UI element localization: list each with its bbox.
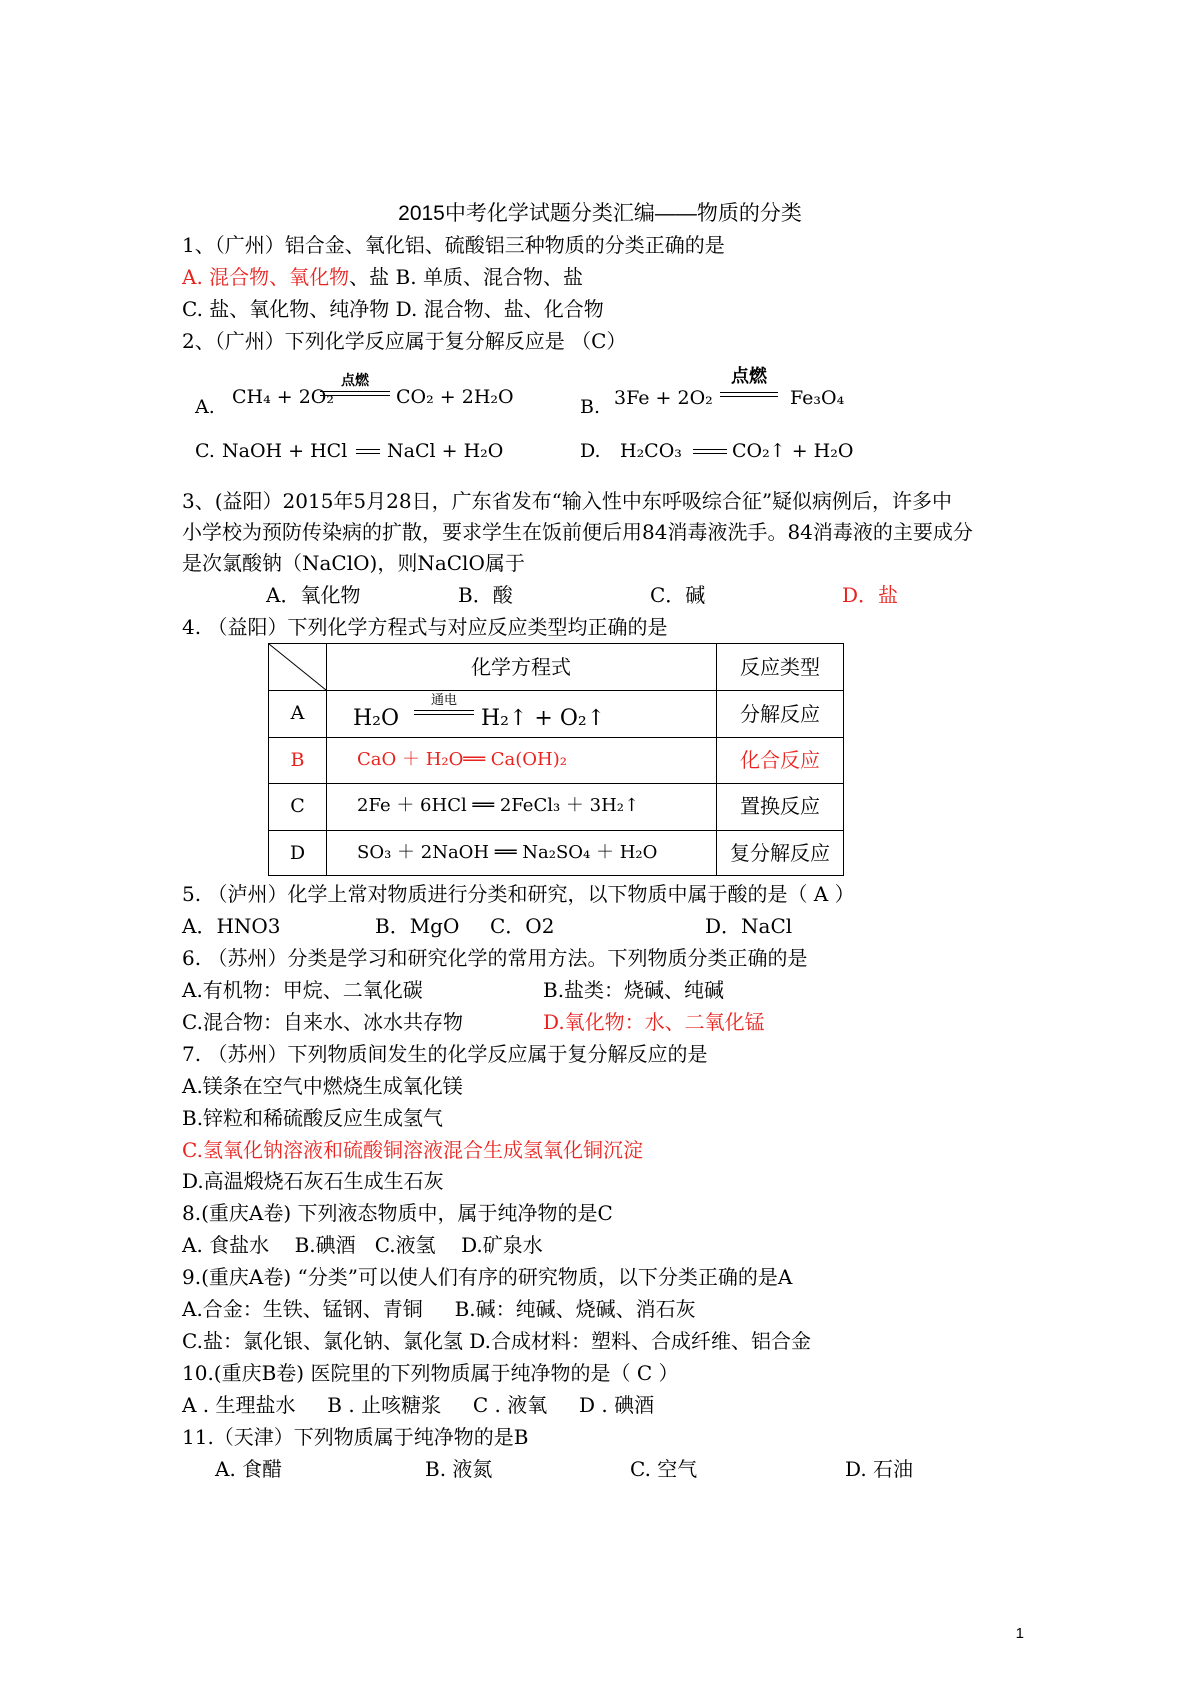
q6-option-b: B.盐类：烧碱、纯碱 bbox=[543, 978, 725, 1002]
q2-option-b-label: B. bbox=[580, 396, 601, 418]
q3-option-b: B．酸 bbox=[458, 583, 513, 607]
q2-option-a-label: A. bbox=[195, 396, 215, 418]
q9-stem: 9.(重庆A卷) “分类”可以使人们有序的研究物质，以下分类正确的是A bbox=[182, 1265, 793, 1289]
q4-table bbox=[268, 643, 844, 876]
q1-options-cd: C. 盐、氧化物、纯净物 D. 混合物、盐、化合物 bbox=[182, 297, 604, 321]
q3-line-2: 小学校为预防传染病的扩散，要求学生在饭前便后用84消毒液洗手。84消毒液的主要成分 bbox=[182, 520, 973, 544]
q7-option-c-answer: C.氢氧化钠溶液和硫酸铜溶液混合生成氢氧化铜沉淀 bbox=[182, 1138, 643, 1162]
q4-row-a-arrow bbox=[414, 710, 474, 715]
q3-option-c: C．碱 bbox=[650, 583, 706, 607]
q4-row-b-type: 化合反应 bbox=[740, 748, 820, 772]
q4-row-a-condition: 通电 bbox=[430, 693, 457, 708]
q1-stem: 1、（广州）铝合金、氧化铝、硫酸铝三种物质的分类正确的是 bbox=[182, 233, 725, 257]
q3-option-d-answer: D．盐 bbox=[842, 583, 899, 607]
q11-option-a: A. 食醋 bbox=[215, 1457, 283, 1481]
q6-stem: 6. （苏州）分类是学习和研究化学的常用方法。下列物质分类正确的是 bbox=[182, 946, 808, 970]
q2-option-c-label: C. bbox=[195, 440, 215, 462]
q9-options-cd: C.盐：氯化银、氯化钠、氯化氢 D.合成材料：塑料、合成纤维、铝合金 bbox=[182, 1329, 811, 1353]
q2-option-d-label: D. bbox=[580, 440, 601, 462]
q4-row-d-equation: SO₃ ＋ 2NaOH ══ Na₂SO₄ ＋ H₂O bbox=[357, 842, 658, 863]
q4-row-c-type: 置换反应 bbox=[740, 794, 820, 818]
q1-options-ab bbox=[182, 262, 583, 292]
q11-stem: 11.（天津）下列物质属于纯净物的是B bbox=[182, 1425, 529, 1449]
q10-stem: 10.(重庆B卷) 医院里的下列物质属于纯净物的是（ C ） bbox=[182, 1361, 679, 1385]
q2-option-b-right: Fe₃O₄ bbox=[790, 387, 845, 409]
q3-line-1: 3、(益阳）2015年5月28日，广东省发布“输入性中东呼吸综合征”疑似病例后，许多中 bbox=[182, 489, 953, 513]
q7-option-a: A.镁条在空气中燃烧生成氧化镁 bbox=[182, 1074, 463, 1098]
q4-row-a-eq-right: H₂↑ + O₂↑ bbox=[481, 706, 606, 731]
q11-option-d: D. 石油 bbox=[845, 1457, 914, 1481]
q5-option-a: A．HNO3 bbox=[182, 914, 281, 938]
q6-option-a: A.有机物：甲烷、二氧化碳 bbox=[182, 978, 423, 1002]
q4-row-b-equation: CaO ＋ H₂O══ Ca(OH)₂ bbox=[357, 749, 567, 770]
q2-option-d-left: H₂CO₃ bbox=[620, 440, 682, 462]
q4-row-a-label: A bbox=[290, 702, 305, 724]
q4-row-d-label: D bbox=[289, 842, 306, 864]
q2-option-b-left: 3Fe + 2O₂ bbox=[614, 387, 713, 409]
q2-option-a-condition: 点燃 bbox=[341, 373, 369, 389]
q4-stem: 4. （益阳）下列化学方程式与对应反应类型均正确的是 bbox=[182, 615, 668, 639]
q6-option-c: C.混合物：自来水、冰水共存物 bbox=[182, 1010, 463, 1034]
q2-option-c-right: NaCl + H₂O bbox=[387, 440, 504, 462]
q4-row-d-type: 复分解反应 bbox=[730, 841, 830, 865]
q6-option-d-answer: D.氧化物：水、二氧化锰 bbox=[543, 1010, 765, 1034]
q4-row-a-type: 分解反应 bbox=[740, 702, 820, 726]
q2-option-c-left: NaOH + HCl bbox=[222, 440, 348, 462]
q5-stem: 5. （泸州）化学上常对物质进行分类和研究，以下物质中属于酸的是（ A ） bbox=[182, 882, 855, 906]
q11-option-b: B. 液氮 bbox=[425, 1457, 493, 1481]
q2-option-a-arrow bbox=[320, 391, 390, 396]
q2-option-d-right: CO₂↑ + H₂O bbox=[732, 440, 854, 462]
q7-stem: 7. （苏州）下列物质间发生的化学反应属于复分解反应的是 bbox=[182, 1042, 708, 1066]
q1-options-ab-rest: 、盐 B. 单质、混合物、盐 bbox=[349, 265, 583, 289]
q5-option-b: B．MgO bbox=[375, 914, 460, 938]
page-title: 2015中考化学试题分类汇编——物质的分类 bbox=[398, 202, 802, 225]
q4-row-b-label: B bbox=[290, 749, 305, 771]
q8-stem: 8.(重庆A卷) 下列液态物质中，属于纯净物的是C bbox=[182, 1201, 613, 1225]
q5-option-c: C．O2 bbox=[490, 914, 555, 938]
q2-option-b-condition: 点燃 bbox=[731, 366, 767, 387]
q7-option-d: D.高温煅烧石灰石生成生石灰 bbox=[182, 1169, 444, 1193]
q2-option-b-arrow bbox=[720, 392, 778, 397]
q4-table-corner-diagonal bbox=[269, 644, 326, 690]
q1-answer-a: A. 混合物、氧化物 bbox=[182, 265, 350, 289]
q4-row-c-equation: 2Fe ＋ 6HCl ══ 2FeCl₃ ＋ 3H₂↑ bbox=[357, 795, 640, 816]
q7-option-b: B.锌粒和稀硫酸反应生成氢气 bbox=[182, 1106, 444, 1130]
q2-option-a-right: CO₂ + 2H₂O bbox=[396, 386, 514, 408]
q8-options: A. 食盐水 B.碘酒 C.液氢 D.矿泉水 bbox=[182, 1233, 543, 1257]
q2-option-a-left: CH₄ + 2O₂ bbox=[232, 386, 335, 408]
q3-option-a: A．氧化物 bbox=[266, 583, 361, 607]
q9-options-ab: A.合金：生铁、锰钢、青铜 B.碱：纯碱、烧碱、消石灰 bbox=[182, 1297, 696, 1321]
q4-row-a-eq-left: H₂O bbox=[353, 706, 400, 731]
q4-row-c-label: C bbox=[290, 795, 305, 817]
q4-header-equation: 化学方程式 bbox=[471, 655, 571, 679]
q5-option-d: D．NaCl bbox=[705, 914, 793, 938]
q3-line-3: 是次氯酸钠（NaClO)，则NaClO属于 bbox=[182, 551, 525, 575]
q2-option-c-equals bbox=[356, 449, 380, 454]
q10-options: A . 生理盐水 B . 止咳糖浆 C . 液氧 D . 碘酒 bbox=[182, 1393, 655, 1417]
page-number: 1 bbox=[1015, 1625, 1024, 1642]
q2-stem: 2、（广州）下列化学反应属于复分解反应是 （C） bbox=[182, 329, 627, 353]
q2-option-d-equals bbox=[693, 449, 727, 454]
q11-option-c: C. 空气 bbox=[630, 1457, 698, 1481]
q4-header-type: 反应类型 bbox=[740, 655, 820, 679]
